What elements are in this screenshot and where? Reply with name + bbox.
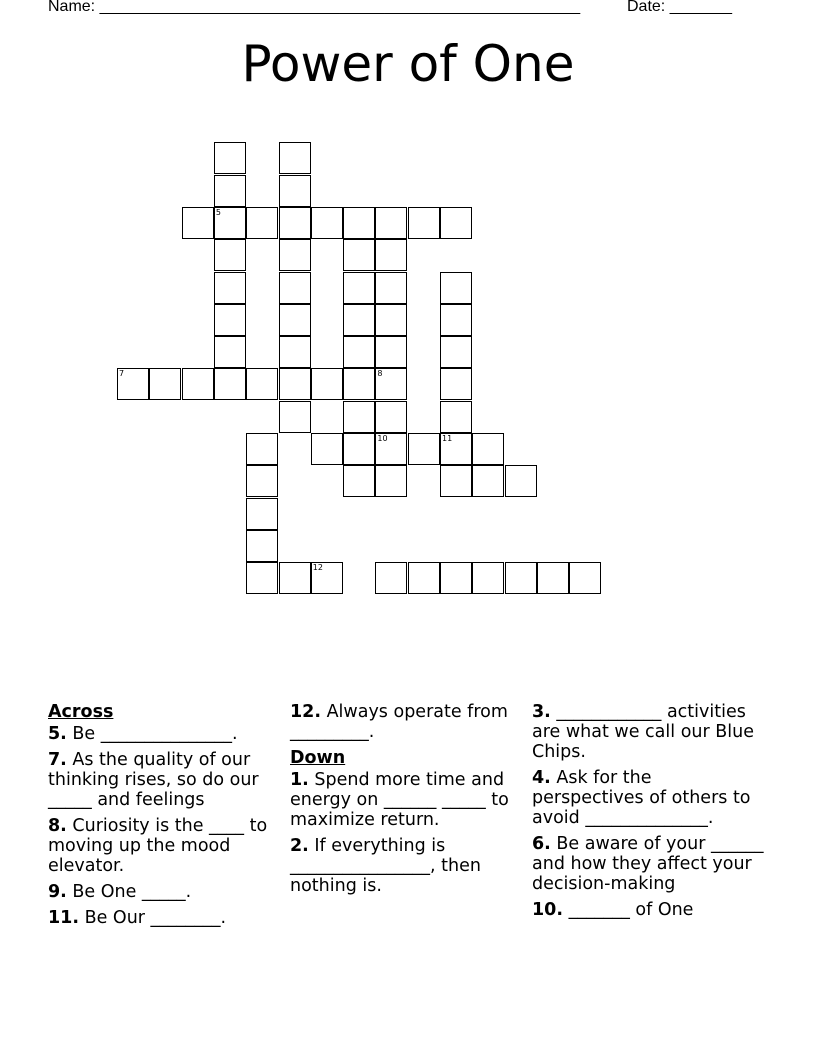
clue-item-text: Be Our ________.: [79, 908, 227, 928]
clue-number: 10: [377, 434, 388, 443]
grid-cell[interactable]: [408, 433, 440, 465]
grid-cell[interactable]: [440, 465, 472, 497]
clue-item-number: 10.: [532, 900, 564, 920]
grid-cell[interactable]: [214, 336, 246, 368]
clue-item: [290, 836, 525, 896]
clue-item-text: Ask for the perspectives of others to avoid ______________.: [532, 768, 751, 828]
clue-item: [532, 702, 767, 762]
grid-cell[interactable]: [246, 465, 278, 497]
grid-cell[interactable]: [569, 562, 601, 594]
clue-item-number: 1.: [290, 770, 309, 790]
clue-number: 11: [442, 434, 453, 443]
grid-cell[interactable]: [505, 465, 537, 497]
grid-cell[interactable]: [182, 368, 214, 400]
puzzle-title: Power of One: [241, 35, 575, 93]
clue-item: [532, 834, 767, 894]
grid-cell[interactable]: [343, 272, 375, 304]
grid-cell[interactable]: [440, 368, 472, 400]
grid-cell[interactable]: [440, 433, 472, 465]
clue-item-text: ____________ activities are what we call our Blue Chips.: [532, 702, 754, 762]
clue-item-text: If everything is ________________, then nothing is.: [290, 836, 481, 896]
clue-item: [532, 900, 767, 920]
grid-cell[interactable]: [246, 368, 278, 400]
grid-cell[interactable]: [246, 433, 278, 465]
grid-cell[interactable]: [472, 465, 504, 497]
grid-cell[interactable]: [343, 401, 375, 433]
grid-cell[interactable]: [214, 239, 246, 271]
grid-cell[interactable]: [311, 207, 343, 239]
grid-cell[interactable]: [311, 562, 343, 594]
grid-cell[interactable]: [408, 207, 440, 239]
clue-item-number: 9.: [48, 882, 67, 902]
grid-cell[interactable]: [375, 272, 407, 304]
clue-item-text: Be _______________.: [66, 724, 238, 744]
grid-cell[interactable]: [343, 336, 375, 368]
grid-cell[interactable]: [375, 562, 407, 594]
grid-cell[interactable]: [149, 368, 181, 400]
grid-cell[interactable]: [311, 433, 343, 465]
grid-cell[interactable]: [214, 207, 246, 239]
clue-item: [290, 770, 525, 830]
grid-cell[interactable]: [440, 336, 472, 368]
clue-column-2: [290, 702, 525, 902]
grid-cell[interactable]: [117, 368, 149, 400]
grid-cell[interactable]: [279, 401, 311, 433]
grid-cell[interactable]: [279, 239, 311, 271]
clue-column-1: [48, 702, 283, 934]
clue-item-text: Always operate from _________.: [290, 702, 508, 742]
clue-item-text: _______ of One: [563, 900, 694, 920]
grid-cell[interactable]: [375, 465, 407, 497]
grid-cell[interactable]: [440, 562, 472, 594]
grid-cell[interactable]: [279, 336, 311, 368]
clue-item-text: As the quality of our thinking rises, so do our _____ and feelings: [48, 750, 259, 810]
grid-cell[interactable]: [375, 239, 407, 271]
clue-item: [48, 816, 283, 876]
clue-item: [532, 768, 767, 828]
across-clue-list-cont: [290, 702, 525, 742]
grid-cell[interactable]: [214, 368, 246, 400]
clue-item-number: 6.: [532, 834, 551, 854]
clue-item-number: 4.: [532, 768, 551, 788]
clue-item-text: Be One _____.: [66, 882, 192, 902]
grid-cell[interactable]: [214, 175, 246, 207]
name-field-label: Name: ______________________________________________________: [48, 0, 581, 15]
grid-cell[interactable]: [311, 368, 343, 400]
grid-cell[interactable]: [343, 207, 375, 239]
clue-item: [48, 882, 283, 902]
grid-cell[interactable]: [343, 433, 375, 465]
grid-cell[interactable]: [440, 401, 472, 433]
clue-item-text: Curiosity is the ____ to moving up the mood elevator.: [48, 816, 268, 876]
grid-cell[interactable]: [279, 304, 311, 336]
grid-cell[interactable]: [246, 562, 278, 594]
across-clue-list: [48, 724, 283, 928]
clue-item-text: Be aware of your ______ and how they affect your decision-making: [532, 834, 764, 894]
clue-item: [48, 750, 283, 810]
clue-item-number: 12.: [290, 702, 322, 722]
grid-cell[interactable]: [279, 562, 311, 594]
grid-cell[interactable]: [343, 465, 375, 497]
grid-cell[interactable]: [279, 142, 311, 174]
grid-cell[interactable]: [343, 368, 375, 400]
grid-cell[interactable]: [343, 239, 375, 271]
down-clue-list: [290, 770, 525, 896]
grid-cell[interactable]: [440, 207, 472, 239]
clue-item-number: 11.: [48, 908, 80, 928]
down-heading: Down: [290, 748, 346, 768]
clue-number: 7: [119, 369, 125, 379]
clue-column-3: [532, 702, 767, 926]
down-clue-list-cont: [532, 702, 767, 920]
grid-cell[interactable]: [246, 498, 278, 530]
clue-item-number: 5.: [48, 724, 67, 744]
grid-cell[interactable]: [472, 433, 504, 465]
grid-cell[interactable]: [375, 401, 407, 433]
grid-cell[interactable]: [375, 304, 407, 336]
grid-cell[interactable]: [246, 530, 278, 562]
grid-cell[interactable]: [279, 207, 311, 239]
clue-number: 12: [312, 563, 323, 573]
grid-cell[interactable]: [182, 207, 214, 239]
grid-cell[interactable]: [279, 175, 311, 207]
clue-item-text: Spend more time and energy on ______ _____ to maximize return.: [290, 770, 509, 830]
clue-item-number: 2.: [290, 836, 309, 856]
grid-cell[interactable]: [537, 562, 569, 594]
clue-number: 8: [377, 369, 383, 379]
grid-cell[interactable]: [214, 142, 246, 174]
grid-cell[interactable]: [440, 304, 472, 336]
date-field-label: Date: _______: [627, 0, 732, 15]
clue-number: 5: [215, 207, 221, 217]
across-heading: Across: [48, 702, 114, 722]
grid-cell[interactable]: [505, 562, 537, 594]
grid-cell[interactable]: [375, 336, 407, 368]
grid-cell[interactable]: [343, 304, 375, 336]
grid-cell[interactable]: [279, 368, 311, 400]
grid-cell[interactable]: [214, 304, 246, 336]
grid-cell[interactable]: [408, 562, 440, 594]
clue-item-number: 7.: [48, 750, 67, 770]
grid-cell[interactable]: [375, 368, 407, 400]
grid-cell[interactable]: [375, 433, 407, 465]
grid-cell[interactable]: [375, 207, 407, 239]
clue-item-number: 3.: [532, 702, 551, 722]
grid-cell[interactable]: [246, 207, 278, 239]
grid-cell[interactable]: [472, 562, 504, 594]
clue-item: [48, 908, 283, 928]
grid-cell[interactable]: [214, 272, 246, 304]
clue-item-number: 8.: [48, 816, 67, 836]
grid-cell[interactable]: [279, 272, 311, 304]
clue-item: [48, 724, 283, 744]
grid-cell[interactable]: [440, 272, 472, 304]
clue-item: [290, 702, 525, 742]
